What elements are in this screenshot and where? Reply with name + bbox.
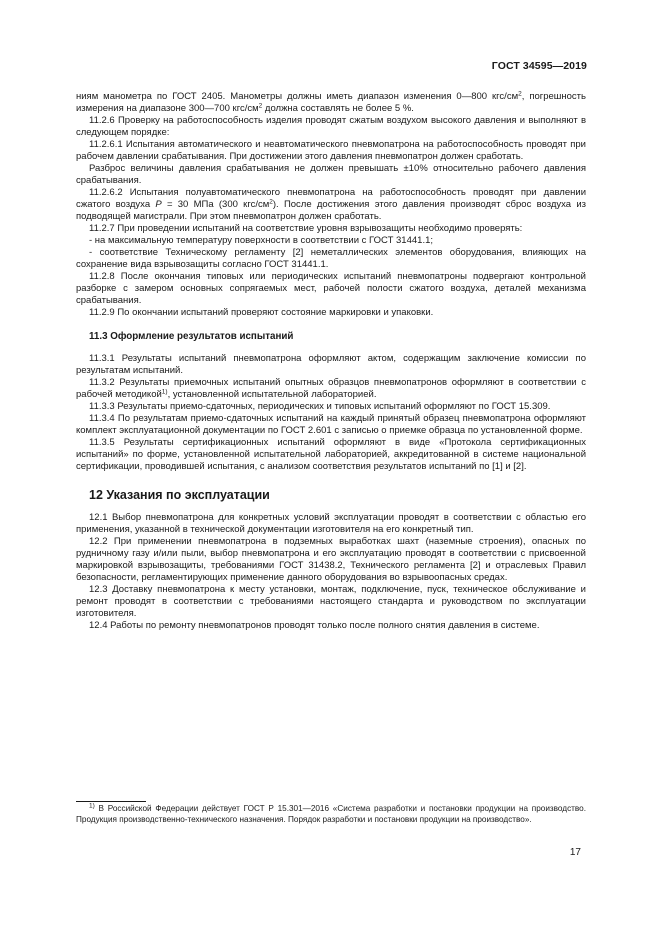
paragraph: 11.2.6.1 Испытания автоматического и неавтоматического пневмопатрона на работоспособность проводят при рабочем давлении срабатывания. При достижении этого давления пневмопатрон должен сработать.: [76, 139, 586, 162]
list-item: - соответствие Техническому регламенту [2] неметаллических элементов оборудования, влияющих на сохранение вида взрывозащиты согласно ГОСТ 31441.1.: [76, 247, 586, 270]
paragraph: 11.2.6.2 Испытания полуавтоматического пневмопатрона на работоспособность проводят при давлении сжатого воздуха Р = 30 МПа (300 кгс/$см^2$). После достижения этого давления производят сброс воздуха из подводящей магистрали. При этом пневмопатрон должен сработать.: [76, 187, 586, 222]
footnote: $^{1)}$ В Российской Федерации действует ГОСТ Р 15.301—2016 «Система разработки и постановки продукции на производство. Продукция производственно-технического назначения. Порядок разработки и постановки продукции на производство».: [76, 802, 586, 824]
paragraph: 12.3 Доставку пневмопатрона к месту установки, монтаж, подключение, пуск, техническое обслуживание и ремонт проводят в соответствии с требованиями настоящего стандарта и руководством по эксплуатации изготовителя.: [76, 584, 586, 619]
paragraph: 11.2.6 Проверку на работоспособность изделия проводят сжатым воздухом высокого давления и выполняют в следующем порядке:: [76, 115, 586, 138]
footnote-divider: [76, 801, 146, 802]
list-item: - на максимальную температуру поверхности в соответствии с ГОСТ 31441.1;: [89, 235, 434, 246]
paragraph: 11.3.5 Результаты сертификационных испытаний оформляют в виде «Протокола сертификационных испытаний» по форме, установленной испытательной лабораторией, аккредитованной в системе национальной сертификации, проводившей испытания, с анализом соответствия результатов испытаний по [1] и [2].: [76, 437, 586, 472]
section-heading: 12 Указания по эксплуатации: [89, 488, 270, 502]
paragraph: 11.2.7 При проведении испытаний на соответствие уровня взрывозащиты необходимо проверять:: [89, 223, 523, 234]
paragraph: 11.3.4 По результатам приемо-сдаточных испытаний на каждый принятый образец пневмопатрона оформляют комплект эксплуатационной документации по ГОСТ 2.601 с записью о приемке образца по установленной форме.: [76, 413, 586, 436]
paragraph: 12.4 Работы по ремонту пневмопатронов проводят только после полного снятия давления в системе.: [89, 620, 540, 631]
paragraph: 11.2.8 После окончания типовых или периодических испытаний пневмопатроны подвергают контрольной разборке с замером основных сопрягаемых мест, рабочей полости сжатого воздуха, деталей механизма срабатывания.: [76, 271, 586, 306]
paragraph: ниям манометра по ГОСТ 2405. Манометры должны иметь диапазон изменения 0—800 кгс/$см^2$, погрешность измерения на диапазоне 300—700 кгс/$см^2$ должна составлять не более 5 %.: [76, 90, 586, 114]
paragraph: 12.2 При применении пневмопатрона в подземных выработках шахт (наземные строения), опасных по рудничному газу и/или пыли, выбор пневмопатрона и его эксплуатацию проводят в соответствии с присвоенной маркировкой взрывозащиты, требованиями ГОСТ 31438.2, Технического регламента [2] и отраслевых Правил безопасности, регламентирующих применение данного оборудования во взрывоопасных средах.: [76, 536, 586, 583]
subsection-heading: 11.3 Оформление результатов испытаний: [89, 331, 294, 342]
paragraph: 11.2.9 По окончании испытаний проверяют состояние маркировки и упаковки.: [89, 307, 434, 318]
paragraph: 11.3.1 Результаты испытаний пневмопатрона оформляют актом, содержащим заключение комиссии по результатам испытаний.: [76, 353, 586, 376]
paragraph: Разброс величины давления срабатывания не должен превышать ±10% относительно рабочего давления срабатывания.: [76, 163, 586, 186]
document-id-header: ГОСТ 34595—2019: [491, 60, 587, 72]
paragraph: 11.3.2 Результаты приемочных испытаний опытных образцов пневмопатронов оформляют в соответствии с рабочей методикой$^{1)}$, установленной испытательной лабораторией.: [76, 377, 586, 400]
footnote-ref: 1): [161, 388, 168, 396]
page-number: 17: [569, 847, 581, 858]
paragraph: 11.3.3 Результаты приемо-сдаточных, периодических и типовых испытаний оформляют по ГОСТ 15.309.: [89, 401, 551, 412]
paragraph: 12.1 Выбор пневмопатрона для конкретных условий эксплуатации проводят в соответствии с областью его применения, указанной в технической документации изготовителя на его конкретный тип.: [76, 512, 586, 535]
page-body: [76, 91, 586, 632]
